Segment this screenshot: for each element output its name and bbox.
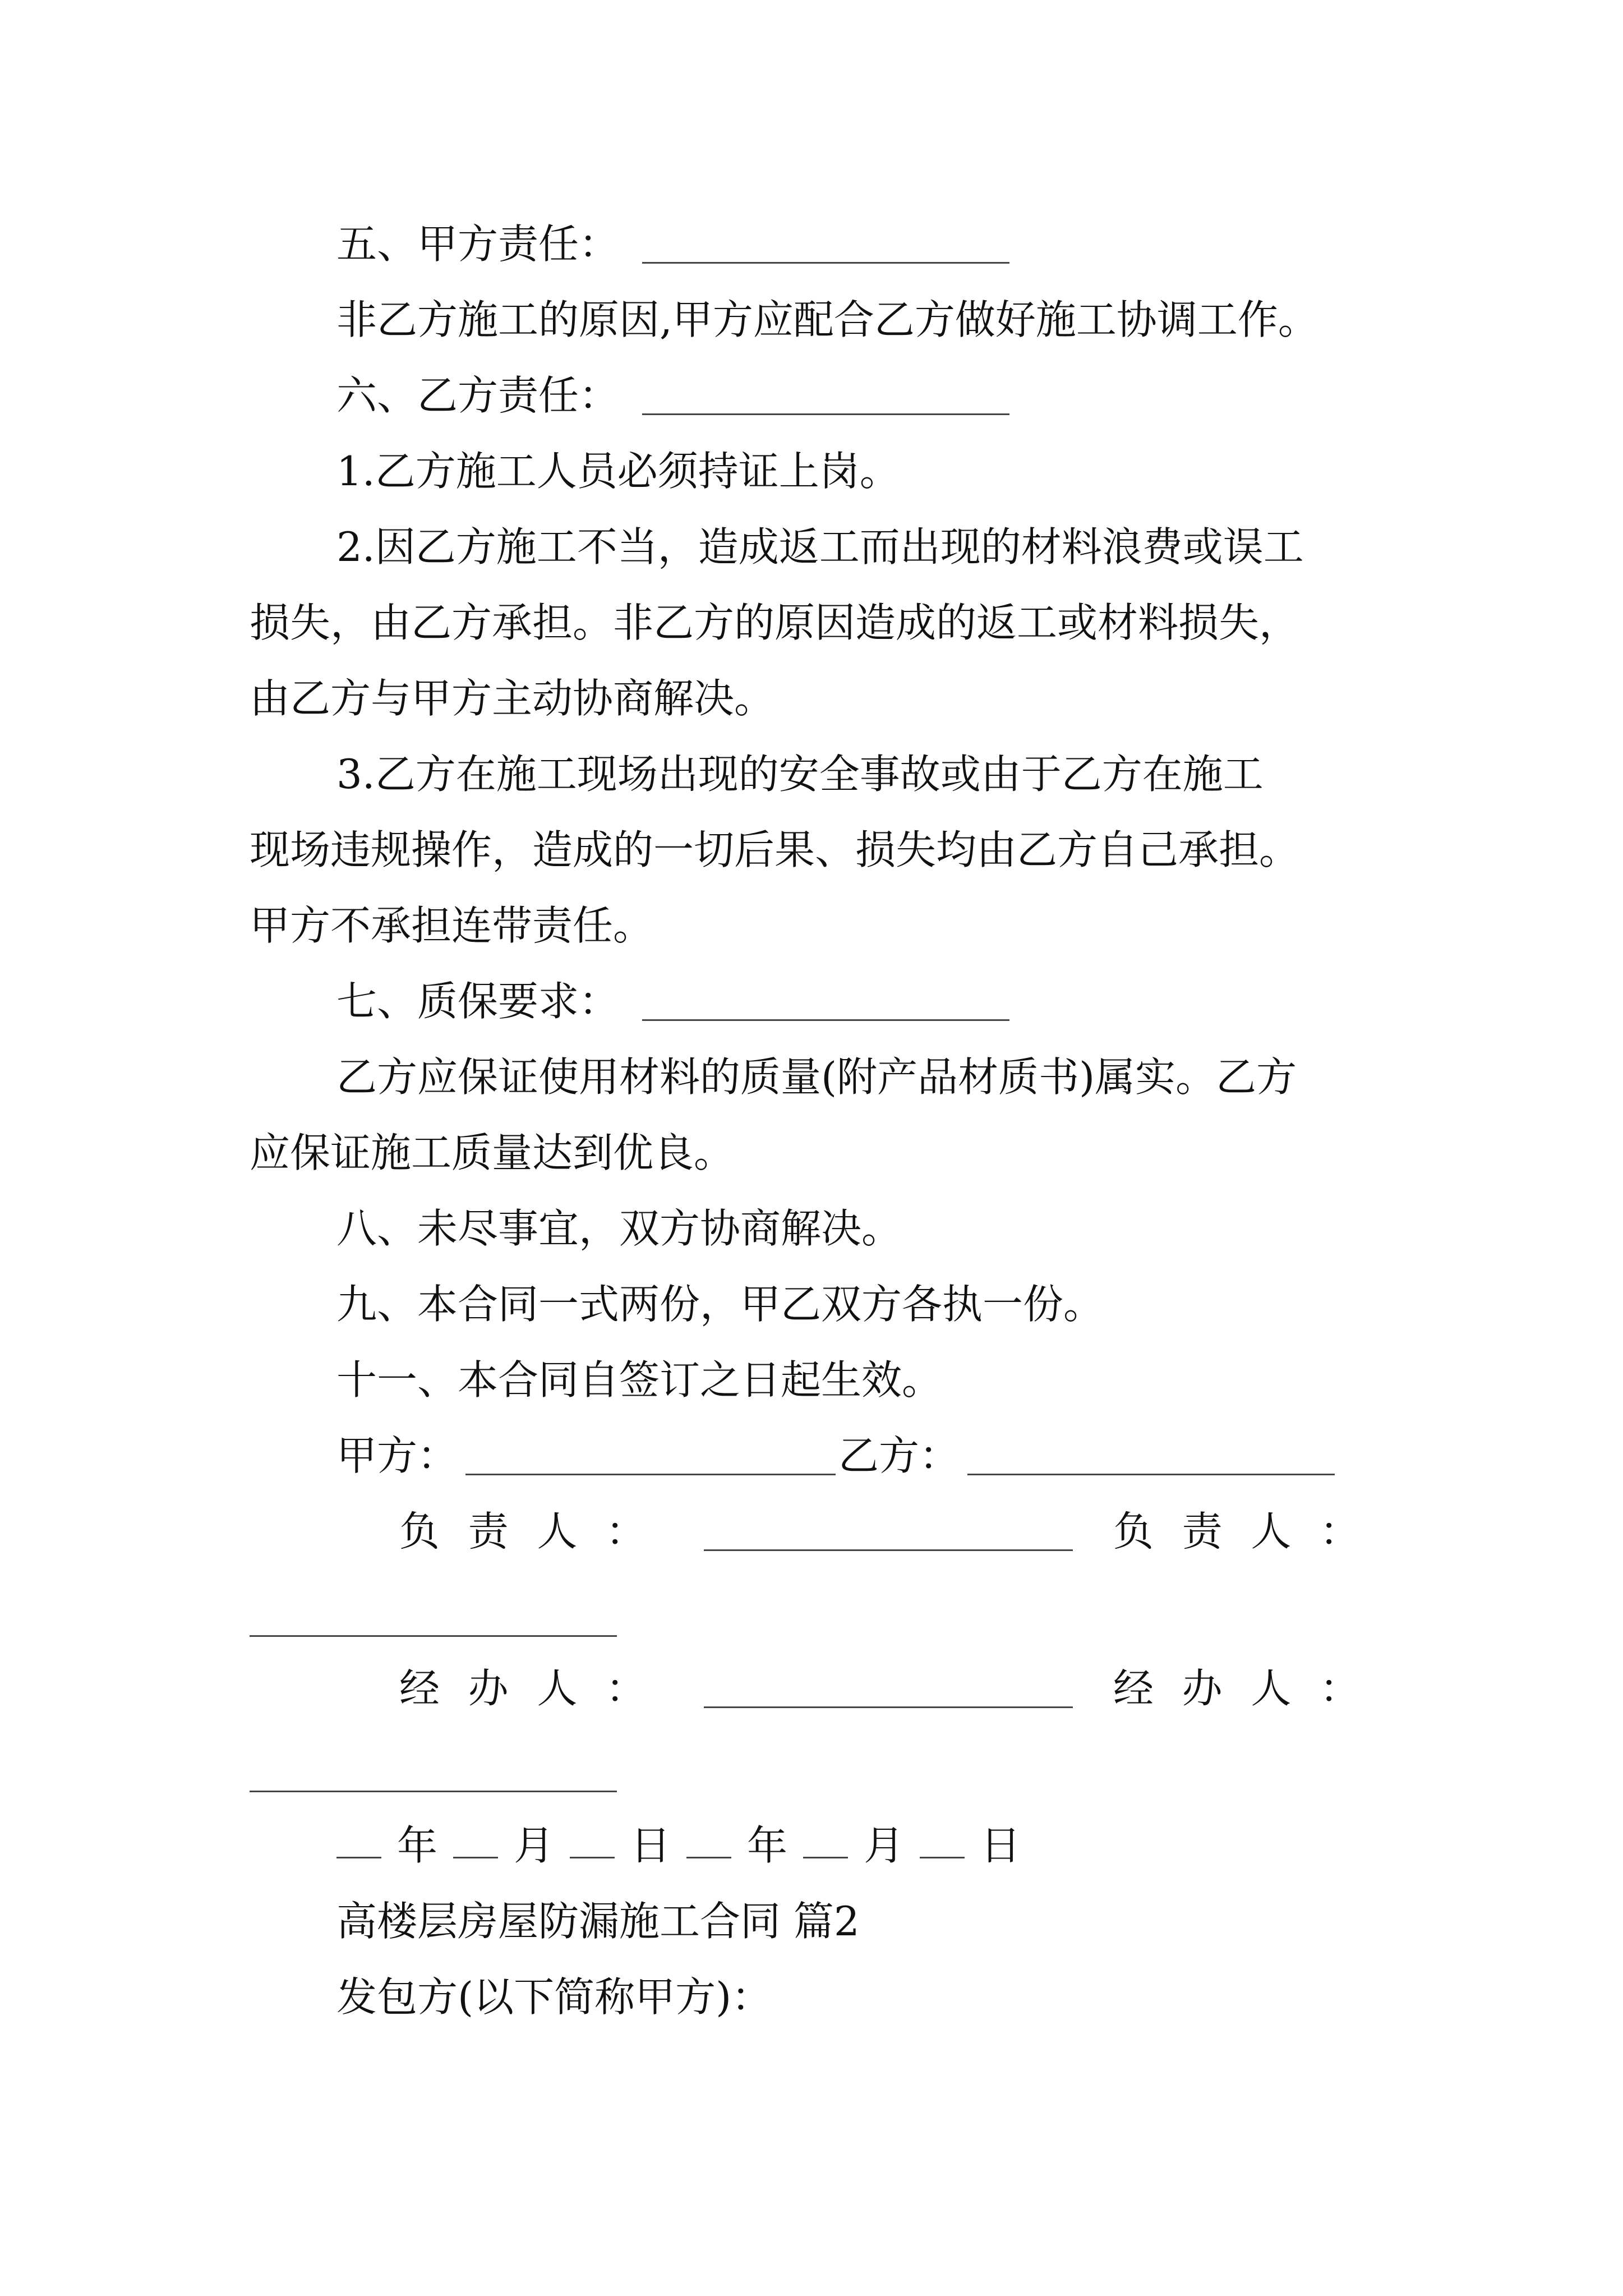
blank-line-agent-a	[704, 1706, 1073, 1708]
agent-label-a	[399, 1660, 646, 1717]
employer-label: 发包方(以下简称甲方)：	[336, 1973, 772, 2021]
label-char: 办	[1182, 1665, 1223, 1712]
paragraph-line: 损失，由乙方承担。非乙方的原因造成的返工或材料损失，	[250, 599, 1300, 646]
signing-date-row	[336, 1818, 1036, 1874]
party-b-label: 乙方：	[838, 1432, 960, 1479]
month-label: 月	[864, 1822, 905, 1869]
contract-2-title: 高楼层房屋防漏施工合同 篇2	[336, 1898, 860, 1945]
paragraph-line: 3.乙方在施工现场出现的安全事故或由于乙方在施工	[336, 751, 1264, 798]
blank-day-b	[920, 1818, 965, 1858]
paragraph-line: 甲方不承担连带责任。	[250, 902, 654, 949]
label-char: 人	[537, 1508, 578, 1555]
blank-year-b	[686, 1818, 731, 1858]
section-6-heading: 六、乙方责任：	[336, 372, 620, 419]
responsible-person-label-b	[1113, 1503, 1360, 1559]
paragraph-line: 现场违规操作，造成的一切后果、损失均由乙方自己承担。	[250, 826, 1300, 873]
label-char: 人	[537, 1665, 578, 1712]
blank-month-b	[803, 1818, 848, 1858]
label-char: 责	[468, 1508, 509, 1555]
label-char: 经	[399, 1665, 440, 1712]
blank-line-agent-b	[250, 1791, 617, 1792]
blank-line-party-a	[465, 1474, 836, 1475]
paragraph-line: 非乙方施工的原因,甲方应配合乙方做好施工协调工作。	[336, 296, 1318, 343]
section-5-heading: 五、甲方责任：	[336, 220, 620, 268]
label-char: 人	[1251, 1665, 1292, 1712]
label-char: 人	[1251, 1508, 1292, 1555]
day-label: 日	[980, 1822, 1021, 1869]
paragraph-line: 由乙方与甲方主动协商解决。	[250, 675, 775, 722]
label-char: 责	[1182, 1508, 1223, 1555]
year-label: 年	[747, 1822, 788, 1869]
blank-year-a	[336, 1818, 381, 1858]
agent-label-b	[1113, 1660, 1360, 1717]
paragraph-line: 十一、本合同自签订之日起生效。	[336, 1356, 943, 1404]
blank-line-responsible-b	[250, 1635, 617, 1637]
blank-line-party-a-duty	[642, 262, 1009, 264]
paragraph-line: 1.乙方施工人员必须持证上岗。	[336, 448, 900, 495]
paragraph-line: 应保证施工质量达到优良。	[250, 1129, 735, 1176]
label-char: 经	[1113, 1665, 1154, 1712]
blank-line-responsible-a	[704, 1549, 1073, 1551]
paragraph-line: 八、未尽事宜，双方协商解决。	[336, 1205, 902, 1252]
paragraph-line: 乙方应保证使用材料的质量(附产品材质书)属实。乙方	[336, 1053, 1297, 1101]
year-label: 年	[397, 1822, 438, 1869]
label-char: 负	[399, 1508, 440, 1555]
day-label: 日	[630, 1822, 671, 1869]
responsible-person-label-a	[399, 1503, 646, 1559]
section-7-heading: 七、质保要求：	[336, 978, 620, 1025]
label-char: ：	[1319, 1665, 1360, 1712]
paragraph-line: 九、本合同一式两份，甲乙双方各执一份。	[336, 1281, 1104, 1328]
paragraph-line: 2.因乙方施工不当，造成返工而出现的材料浪费或误工	[336, 523, 1304, 570]
blank-day-a	[570, 1818, 615, 1858]
blank-line-party-b	[967, 1474, 1335, 1475]
label-char: 办	[468, 1665, 509, 1712]
month-label: 月	[514, 1822, 555, 1869]
blank-month-a	[453, 1818, 498, 1858]
blank-line-warranty	[642, 1019, 1009, 1021]
label-char: 负	[1113, 1508, 1154, 1555]
label-char: ：	[605, 1665, 646, 1712]
label-char: ：	[605, 1508, 646, 1555]
blank-line-party-b-duty	[642, 413, 1009, 415]
party-a-label: 甲方：	[336, 1432, 458, 1479]
label-char: ：	[1319, 1508, 1360, 1555]
